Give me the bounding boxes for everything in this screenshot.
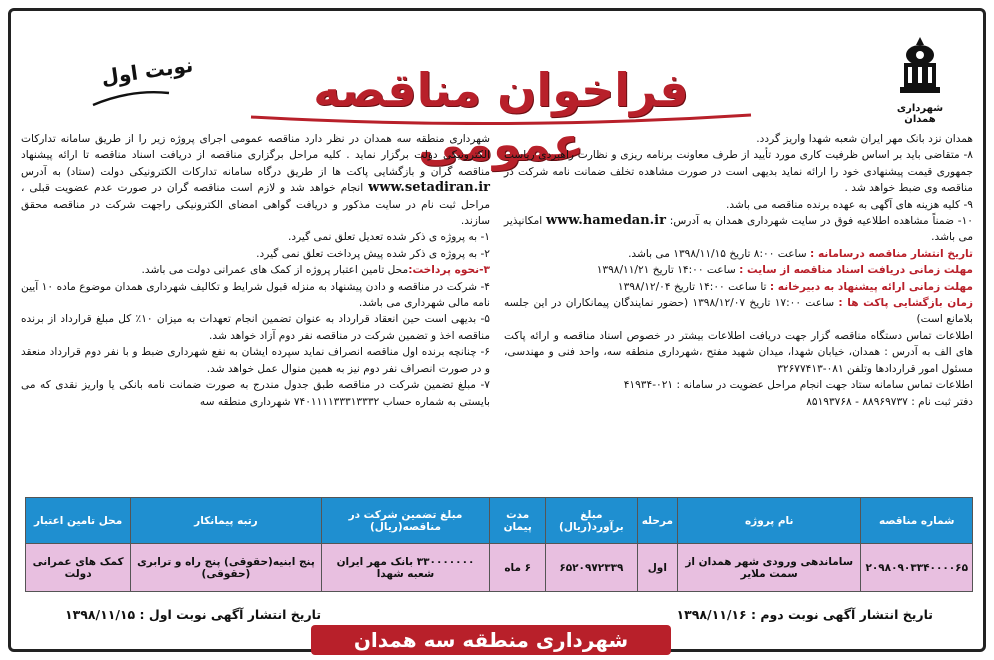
cell-duration: ۶ ماه xyxy=(490,544,546,592)
item-9: ۹- کلیه هزینه های آگهی به عهده برنده مناقصه می باشد. xyxy=(725,198,973,211)
setad-website-link[interactable]: www.setadiran.ir xyxy=(368,180,491,196)
badge-underline xyxy=(91,87,171,109)
footer-banner xyxy=(311,625,671,655)
col-duration: مدت پیمان xyxy=(490,498,546,544)
col-tender-number: شماره مناقصه xyxy=(861,498,973,544)
logo xyxy=(885,35,955,125)
cell-estimate: ۶۵۲۰۹۷۲۳۳۹ xyxy=(546,544,638,592)
page-title: فراخوان مناقصه عمومی xyxy=(313,63,689,171)
col-project-name: نام پروژه xyxy=(677,498,861,544)
municipality-logo-icon xyxy=(894,35,946,101)
logo-caption: شهرداری همدان xyxy=(896,103,944,125)
second-publication-date: تاریخ انتشار آگهی نوبت دوم : ۱۳۹۸/۱۱/۱۶ xyxy=(676,607,933,622)
right-column xyxy=(21,131,490,489)
item-5: ۵- بدیهی است حین انعقاد قرارداد به عنوان تضمین انجام تعهدات به میزان ۱۰٪ کل مبلغ قرارداد از برنده مناقصه اخذ و تضمین شرکت در مناقصه نفر دوم آزاد خواهد شد. xyxy=(21,313,490,342)
table-header-row xyxy=(26,498,973,544)
col-estimate: مبلغ برآورد(ریال) xyxy=(546,498,638,544)
contact-info: اطلاعات تماس دستگاه مناقصه گزار جهت دریافت اطلاعات بیشتر در خصوص اسناد مناقصه و ارائه پاکت های الف به آدرس : همدان، خیابان شهدا، میدان شهید مفتح ،شهرداری منطقه سه، واحد فنی و مهندسی، مسئول امور قراردادها وتلفن ۰۸۱-۳۲۶۷۷۴۱۳ xyxy=(504,329,973,375)
title-wrap xyxy=(241,59,761,171)
setad-registration: دفتر ثبت نام : ۸۸۹۶۹۷۳۷ - ۸۵۱۹۳۷۶۸ xyxy=(806,395,973,408)
hamedan-website-link[interactable]: www.hamedan.ir xyxy=(546,213,666,229)
item-1: ۱- به پروژه ی ذکر شده تعدیل تعلق نمی گیرد. xyxy=(288,231,490,244)
body-columns xyxy=(21,131,973,489)
tender-table xyxy=(25,497,973,592)
item-10: ۱۰- ضمناً مشاهده اطلاعیه فوق در سایت شهرداری همدان به آدرس: www.hamedan.ir امکانپذیر می باشد. xyxy=(504,213,973,244)
date-documents: مهلت زمانی دریافت اسناد مناقصه از سایت : ساعت ۱۴:۰۰ تاریخ ۱۳۹۸/۱۱/۲۱ xyxy=(596,264,973,277)
cell-guarantee: ۳۳۰۰۰۰۰۰۰ بانک مهر ایران شعبه شهدا xyxy=(321,544,490,592)
col-guarantee: مبلغ تضمین شرکت در مناقصه(ریال) xyxy=(321,498,490,544)
cell-funding-source: کمک های عمرانی دولت xyxy=(26,544,131,592)
left-column xyxy=(504,131,973,489)
cell-project-name: ساماندهی ورودی شهر همدان از سمت ملایر xyxy=(677,544,861,592)
setad-contact: اطلاعات تماس سامانه ستاد جهت انجام مراحل عضویت در سامانه : ۰۲۱-۴۱۹۳۴ xyxy=(623,379,973,392)
round-badge: نوبت اول xyxy=(99,52,195,90)
intro-paragraph: شهرداری منطقه سه همدان در نظر دارد مناقصه عمومی اجرای پروژه زیر را از طریق سامانه تدارکات الکترونیکی دولت برگزار نماید . کلیه مراحل برگزاری مناقصه از دریافت اسناد مناقصه تا ارائه پیشنهاد مناقصه گران و بازگشایی پاکت ها از طریق درگاه سامانه تدارکات الکترونیکی دولت (ستاد) به آدرس www.setadiran.ir انجام خواهد شد و لازم است مناقصه گران در صورت عدم عضویت قبلی ، مراحل ثبت نام در سایت مذکور و دریافت گواهی امضای الکترونیکی راجهت شرکت در مناقصه محقق سازند. xyxy=(21,133,491,228)
cell-stage: اول xyxy=(637,544,677,592)
date-publish: تاریخ انتشار مناقصه درسامانه : ساعت ۸:۰۰ تاریخ ۱۳۹۸/۱۱/۱۵ می باشد. xyxy=(628,247,973,260)
footer-label: شهرداری منطقه سه همدان xyxy=(353,628,629,652)
col-contractor-rank: رتبه پیمانکار xyxy=(131,498,321,544)
cell-tender-number: ۲۰۹۸۰۹۰۳۳۴۰۰۰۰۶۵ xyxy=(861,544,973,592)
date-proposal: مهلت زمانی ارائه پیشنهاد به دبیرخانه : تا ساعت ۱۴:۰۰ تاریخ ۱۳۹۸/۱۲/۰۴ xyxy=(617,280,973,293)
first-publication-date: تاریخ انتشار آگهی نوبت اول : ۱۳۹۸/۱۱/۱۵ xyxy=(65,607,322,622)
item-7: ۷- مبلغ تضمین شرکت در مناقصه طبق جدول مندرج به صورت ضمانت نامه بانکی یا واریز نقدی که می بایستی به شماره حساب ۷۴۰۱۱۱۱۳۳۳۱۳۳۳۲ شهرداری منطقه سه xyxy=(21,379,490,408)
col-stage: مرحله xyxy=(637,498,677,544)
date-opening: زمان بازگشایی پاکت ها : ساعت ۱۷:۰۰ تاریخ ۱۳۹۸/۱۲/۰۷ (حضور نمایندگان پیمانکاران در این جلسه بلامانع است) xyxy=(504,297,973,326)
bank-line: همدان نزد بانک مهر ایران شعبه شهدا واریز گردد. xyxy=(756,133,973,145)
table-row xyxy=(26,544,973,592)
publication-dates xyxy=(25,607,973,622)
item-8: ۸- متقاضی باید بر اساس ظرفیت کاری مورد تأیید از طرف معاونت برنامه ریزی و نظارت راهبردی ریاست جمهوری قیمت پیشنهادی خود را ارائه نماید بدیهی است در صورت مشاهده تخلف ضمانت نامه شرکت در مناقصه وی ضبط خواهد شد . xyxy=(504,149,973,195)
col-funding-source: محل تامین اعتبار xyxy=(26,498,131,544)
item-3: ۳-نحوه پرداخت:محل تامین اعتبار پروژه از کمک های عمرانی دولت می باشد. xyxy=(141,264,490,277)
cell-contractor-rank: پنج ابنیه(حقوقی) پنج راه و ترابری (حقوقی) xyxy=(131,544,321,592)
notice-frame xyxy=(8,8,986,652)
item-2: ۲- به پروژه ی ذکر شده پیش پرداخت تعلق نمی گیرد. xyxy=(256,247,490,260)
item-4: ۴- شرکت در مناقصه و دادن پیشنهاد به منزله قبول شرایط و تکالیف شهرداری همدان موضوع ماده ۱۰ آیین نامه مالی شهرداری می باشد. xyxy=(21,280,490,310)
item-6: ۶- چنانچه برنده اول مناقصه انصراف نماید سپرده ایشان به نفع شهرداری ضبط و با نفر دوم قرارداد منعقد و در صورت انصراف نفر دوم نیز به همین منوال عمل خواهد شد. xyxy=(21,346,490,375)
